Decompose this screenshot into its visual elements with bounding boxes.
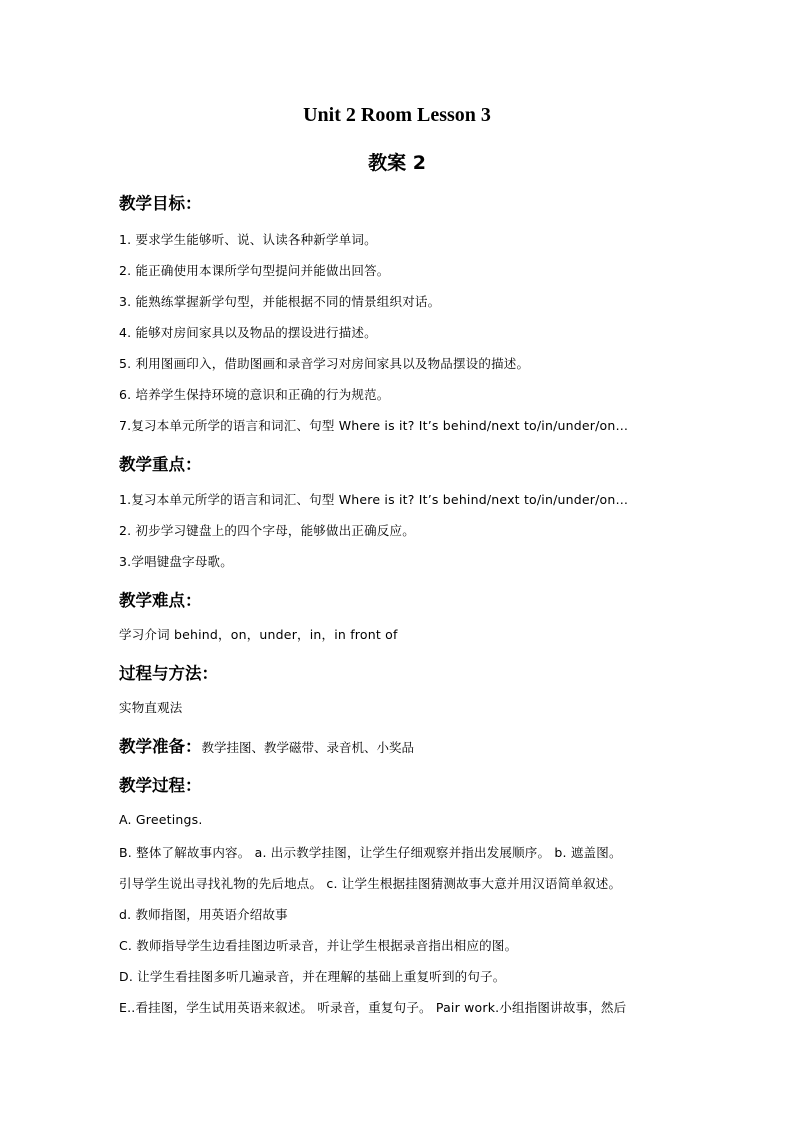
- preparation-value: 教学挂图、教学磁带、录音机、小奖品: [201, 740, 415, 755]
- objectives-item: 5. 利用图画印入，借助图画和录音学习对房间家具以及物品摆设的描述。: [119, 356, 530, 371]
- process-item: A. Greetings.: [119, 812, 203, 827]
- methods-item: 实物直观法: [119, 700, 183, 715]
- preparation-row: [119, 733, 414, 757]
- difficulties-item: 学习介词 behind，on，under，in，in front of: [119, 627, 398, 642]
- methods-heading: 过程与方法：: [119, 664, 218, 683]
- key-points-item: 3.学唱键盘字母歌。: [119, 554, 233, 569]
- key-points-heading: 教学重点：: [119, 455, 202, 474]
- key-points-item: 2. 初步学习键盘上的四个字母，能够做出正确反应。: [119, 523, 415, 538]
- objectives-item: 3. 能熟练掌握新学句型，并能根据不同的情景组织对话。: [119, 294, 441, 309]
- process-item: C. 教师指导学生边看挂图边听录音，并让学生根据录音指出相应的图。: [119, 938, 518, 953]
- process-item: 引导学生说出寻找礼物的先后地点。 c. 让学生根据挂图猜测故事大意并用汉语简单叙述。: [119, 876, 622, 891]
- objectives-item: 6. 培养学生保持环境的意识和正确的行为规范。: [119, 387, 390, 402]
- objectives-heading: 教学目标：: [119, 194, 202, 213]
- process-item: E..看挂图，学生试用英语来叙述。 听录音，重复句子。 Pair work.小组指图讲故事，然后: [119, 1000, 627, 1015]
- process-item: d. 教师指图，用英语介绍故事: [119, 907, 288, 922]
- objectives-item: 7.复习本单元所学的语言和词汇、句型 Where is it? It’s behind/next to/in/under/on…: [119, 418, 629, 433]
- document-title: Unit 2 Room Lesson 3: [303, 104, 491, 126]
- key-points-item: 1.复习本单元所学的语言和词汇、句型 Where is it? It’s behind/next to/in/under/on…: [119, 492, 629, 507]
- document-subtitle: 教案 2: [368, 152, 426, 174]
- process-item: B. 整体了解故事内容。 a. 出示教学挂图，让学生仔细观察并指出发展顺序。 b. 遮盖图。: [119, 845, 622, 860]
- difficulties-heading: 教学难点：: [119, 591, 202, 610]
- process-item: D. 让学生看挂图多听几遍录音，并在理解的基础上重复听到的句子。: [119, 969, 506, 984]
- objectives-item: 4. 能够对房间家具以及物品的摆设进行描述。: [119, 325, 377, 340]
- objectives-item: 1. 要求学生能够听、说、认读各种新学单词。: [119, 232, 377, 247]
- preparation-heading: 教学准备：: [119, 737, 202, 756]
- objectives-item: 2. 能正确使用本课所学句型提问并能做出回答。: [119, 263, 390, 278]
- process-heading: 教学过程：: [119, 776, 202, 795]
